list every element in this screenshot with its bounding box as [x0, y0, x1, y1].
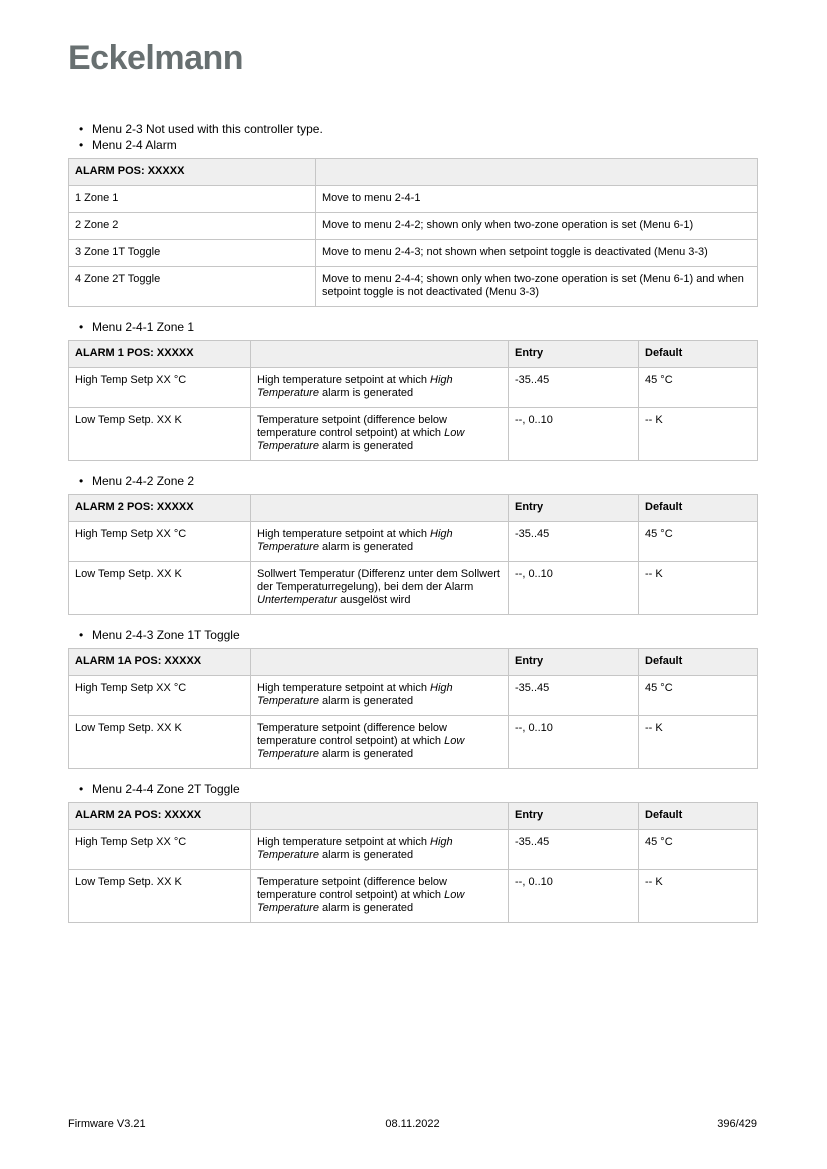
table-header-row [69, 495, 758, 522]
footer-date: 08.11.2022 [385, 1118, 440, 1130]
company-logo: Eckelmann [68, 39, 244, 77]
alarm-pos-header-cell: ALARM POS: XXXXX [69, 159, 316, 186]
footer-page-number: 396/429 [717, 1118, 757, 1130]
table-header-row [69, 341, 758, 368]
default-cell: 45 °C [639, 830, 758, 870]
entry-cell: -35..45 [509, 830, 639, 870]
default-cell: -- K [639, 870, 758, 923]
description-cell: High temperature setpoint at which High Temperature alarm is generated [251, 830, 509, 870]
menu-section [68, 473, 757, 615]
blank-header-cell [251, 341, 509, 368]
entry-cell: --, 0..10 [509, 562, 639, 615]
table-row [69, 240, 758, 267]
param-cell: High Temp Setp XX °C [69, 676, 251, 716]
table-header-row [69, 803, 758, 830]
entry-header-cell: Entry [509, 495, 639, 522]
section-title: • Menu 2-4-2 Zone 2 [68, 473, 757, 489]
alarm-table-body [69, 676, 758, 769]
alarm-table [68, 494, 758, 615]
description-cell: Temperature setpoint (difference below temperature control setpoint) at which Low Temperature alarm is generated [251, 716, 509, 769]
table-row [69, 408, 758, 461]
table-row [69, 522, 758, 562]
alarm-table [68, 648, 758, 769]
section-title: • Menu 2-4-4 Zone 2T Toggle [68, 781, 757, 797]
table-row [69, 830, 758, 870]
description-cell: High temperature setpoint at which High Temperature alarm is generated [251, 522, 509, 562]
alarm-table-body [69, 368, 758, 461]
menu-section [68, 319, 757, 461]
entry-cell: --, 0..10 [509, 870, 639, 923]
table-header-row [69, 649, 758, 676]
table-row [69, 562, 758, 615]
entry-cell: -35..45 [509, 676, 639, 716]
table-row [69, 676, 758, 716]
menu-sections [68, 319, 757, 923]
entry-header-cell: Entry [509, 649, 639, 676]
blank-header-cell [316, 159, 758, 186]
param-cell: Low Temp Setp. XX K [69, 870, 251, 923]
nav-desc-cell: Move to menu 2-4-4; shown only when two-zone operation is set (Menu 6-1) and when setpoint toggle is not deactivated (Menu 3-3) [316, 267, 758, 307]
nav-item-cell: 1 Zone 1 [69, 186, 316, 213]
entry-cell: --, 0..10 [509, 716, 639, 769]
description-cell: High temperature setpoint at which High Temperature alarm is generated [251, 676, 509, 716]
table-header-row [69, 159, 758, 186]
menu-bullet-2-3: • Menu 2-3 Not used with this controller type. [68, 121, 757, 137]
default-header-cell: Default [639, 649, 758, 676]
nav-desc-cell: Move to menu 2-4-2; shown only when two-zone operation is set (Menu 6-1) [316, 213, 758, 240]
nav-desc-cell: Move to menu 2-4-1 [316, 186, 758, 213]
top-bullet-list [68, 121, 757, 153]
default-header-cell: Default [639, 803, 758, 830]
nav-item-cell: 2 Zone 2 [69, 213, 316, 240]
blank-header-cell [251, 649, 509, 676]
nav-item-cell: 4 Zone 2T Toggle [69, 267, 316, 307]
table-row [69, 267, 758, 307]
menu-section [68, 627, 757, 769]
param-cell: Low Temp Setp. XX K [69, 716, 251, 769]
blank-header-cell [251, 803, 509, 830]
default-cell: 45 °C [639, 522, 758, 562]
table-row [69, 716, 758, 769]
default-cell: -- K [639, 716, 758, 769]
nav-item-cell: 3 Zone 1T Toggle [69, 240, 316, 267]
pos-header-cell: ALARM 2 POS: XXXXX [69, 495, 251, 522]
param-cell: Low Temp Setp. XX K [69, 408, 251, 461]
section-title: • Menu 2-4-3 Zone 1T Toggle [68, 627, 757, 643]
alarm-table-body [69, 522, 758, 615]
param-cell: High Temp Setp XX °C [69, 368, 251, 408]
default-header-cell: Default [639, 341, 758, 368]
entry-header-cell: Entry [509, 341, 639, 368]
table-row [69, 870, 758, 923]
table-row [69, 368, 758, 408]
description-cell: High temperature setpoint at which High Temperature alarm is generated [251, 368, 509, 408]
footer-firmware-version: Firmware V3.21 [68, 1118, 146, 1130]
entry-cell: -35..45 [509, 368, 639, 408]
pos-header-cell: ALARM 1 POS: XXXXX [69, 341, 251, 368]
default-cell: -- K [639, 408, 758, 461]
table-row [69, 186, 758, 213]
blank-header-cell [251, 495, 509, 522]
description-cell: Temperature setpoint (difference below temperature control setpoint) at which Low Temperature alarm is generated [251, 408, 509, 461]
menu-section [68, 781, 757, 923]
entry-cell: -35..45 [509, 522, 639, 562]
alarm-table-body [69, 830, 758, 923]
default-header-cell: Default [639, 495, 758, 522]
default-cell: 45 °C [639, 676, 758, 716]
param-cell: Low Temp Setp. XX K [69, 562, 251, 615]
param-cell: High Temp Setp XX °C [69, 522, 251, 562]
pos-header-cell: ALARM 2A POS: XXXXX [69, 803, 251, 830]
alarm-table [68, 340, 758, 461]
entry-cell: --, 0..10 [509, 408, 639, 461]
section-title: • Menu 2-4-1 Zone 1 [68, 319, 757, 335]
description-cell: Temperature setpoint (difference below temperature control setpoint) at which Low Temperature alarm is generated [251, 870, 509, 923]
menu-bullet-2-4: • Menu 2-4 Alarm [68, 137, 757, 153]
default-cell: 45 °C [639, 368, 758, 408]
page-footer [68, 1118, 757, 1134]
alarm-pos-table [68, 158, 758, 307]
param-cell: High Temp Setp XX °C [69, 830, 251, 870]
default-cell: -- K [639, 562, 758, 615]
table-row [69, 213, 758, 240]
alarm-pos-table-body [69, 186, 758, 307]
pos-header-cell: ALARM 1A POS: XXXXX [69, 649, 251, 676]
alarm-table [68, 802, 758, 923]
entry-header-cell: Entry [509, 803, 639, 830]
page-content [68, 0, 757, 923]
description-cell: Sollwert Temperatur (Differenz unter dem Sollwert der Temperaturregelung), bei dem der Alarm Untertemperatur ausgelöst wird [251, 562, 509, 615]
nav-desc-cell: Move to menu 2-4-3; not shown when setpoint toggle is deactivated (Menu 3-3) [316, 240, 758, 267]
